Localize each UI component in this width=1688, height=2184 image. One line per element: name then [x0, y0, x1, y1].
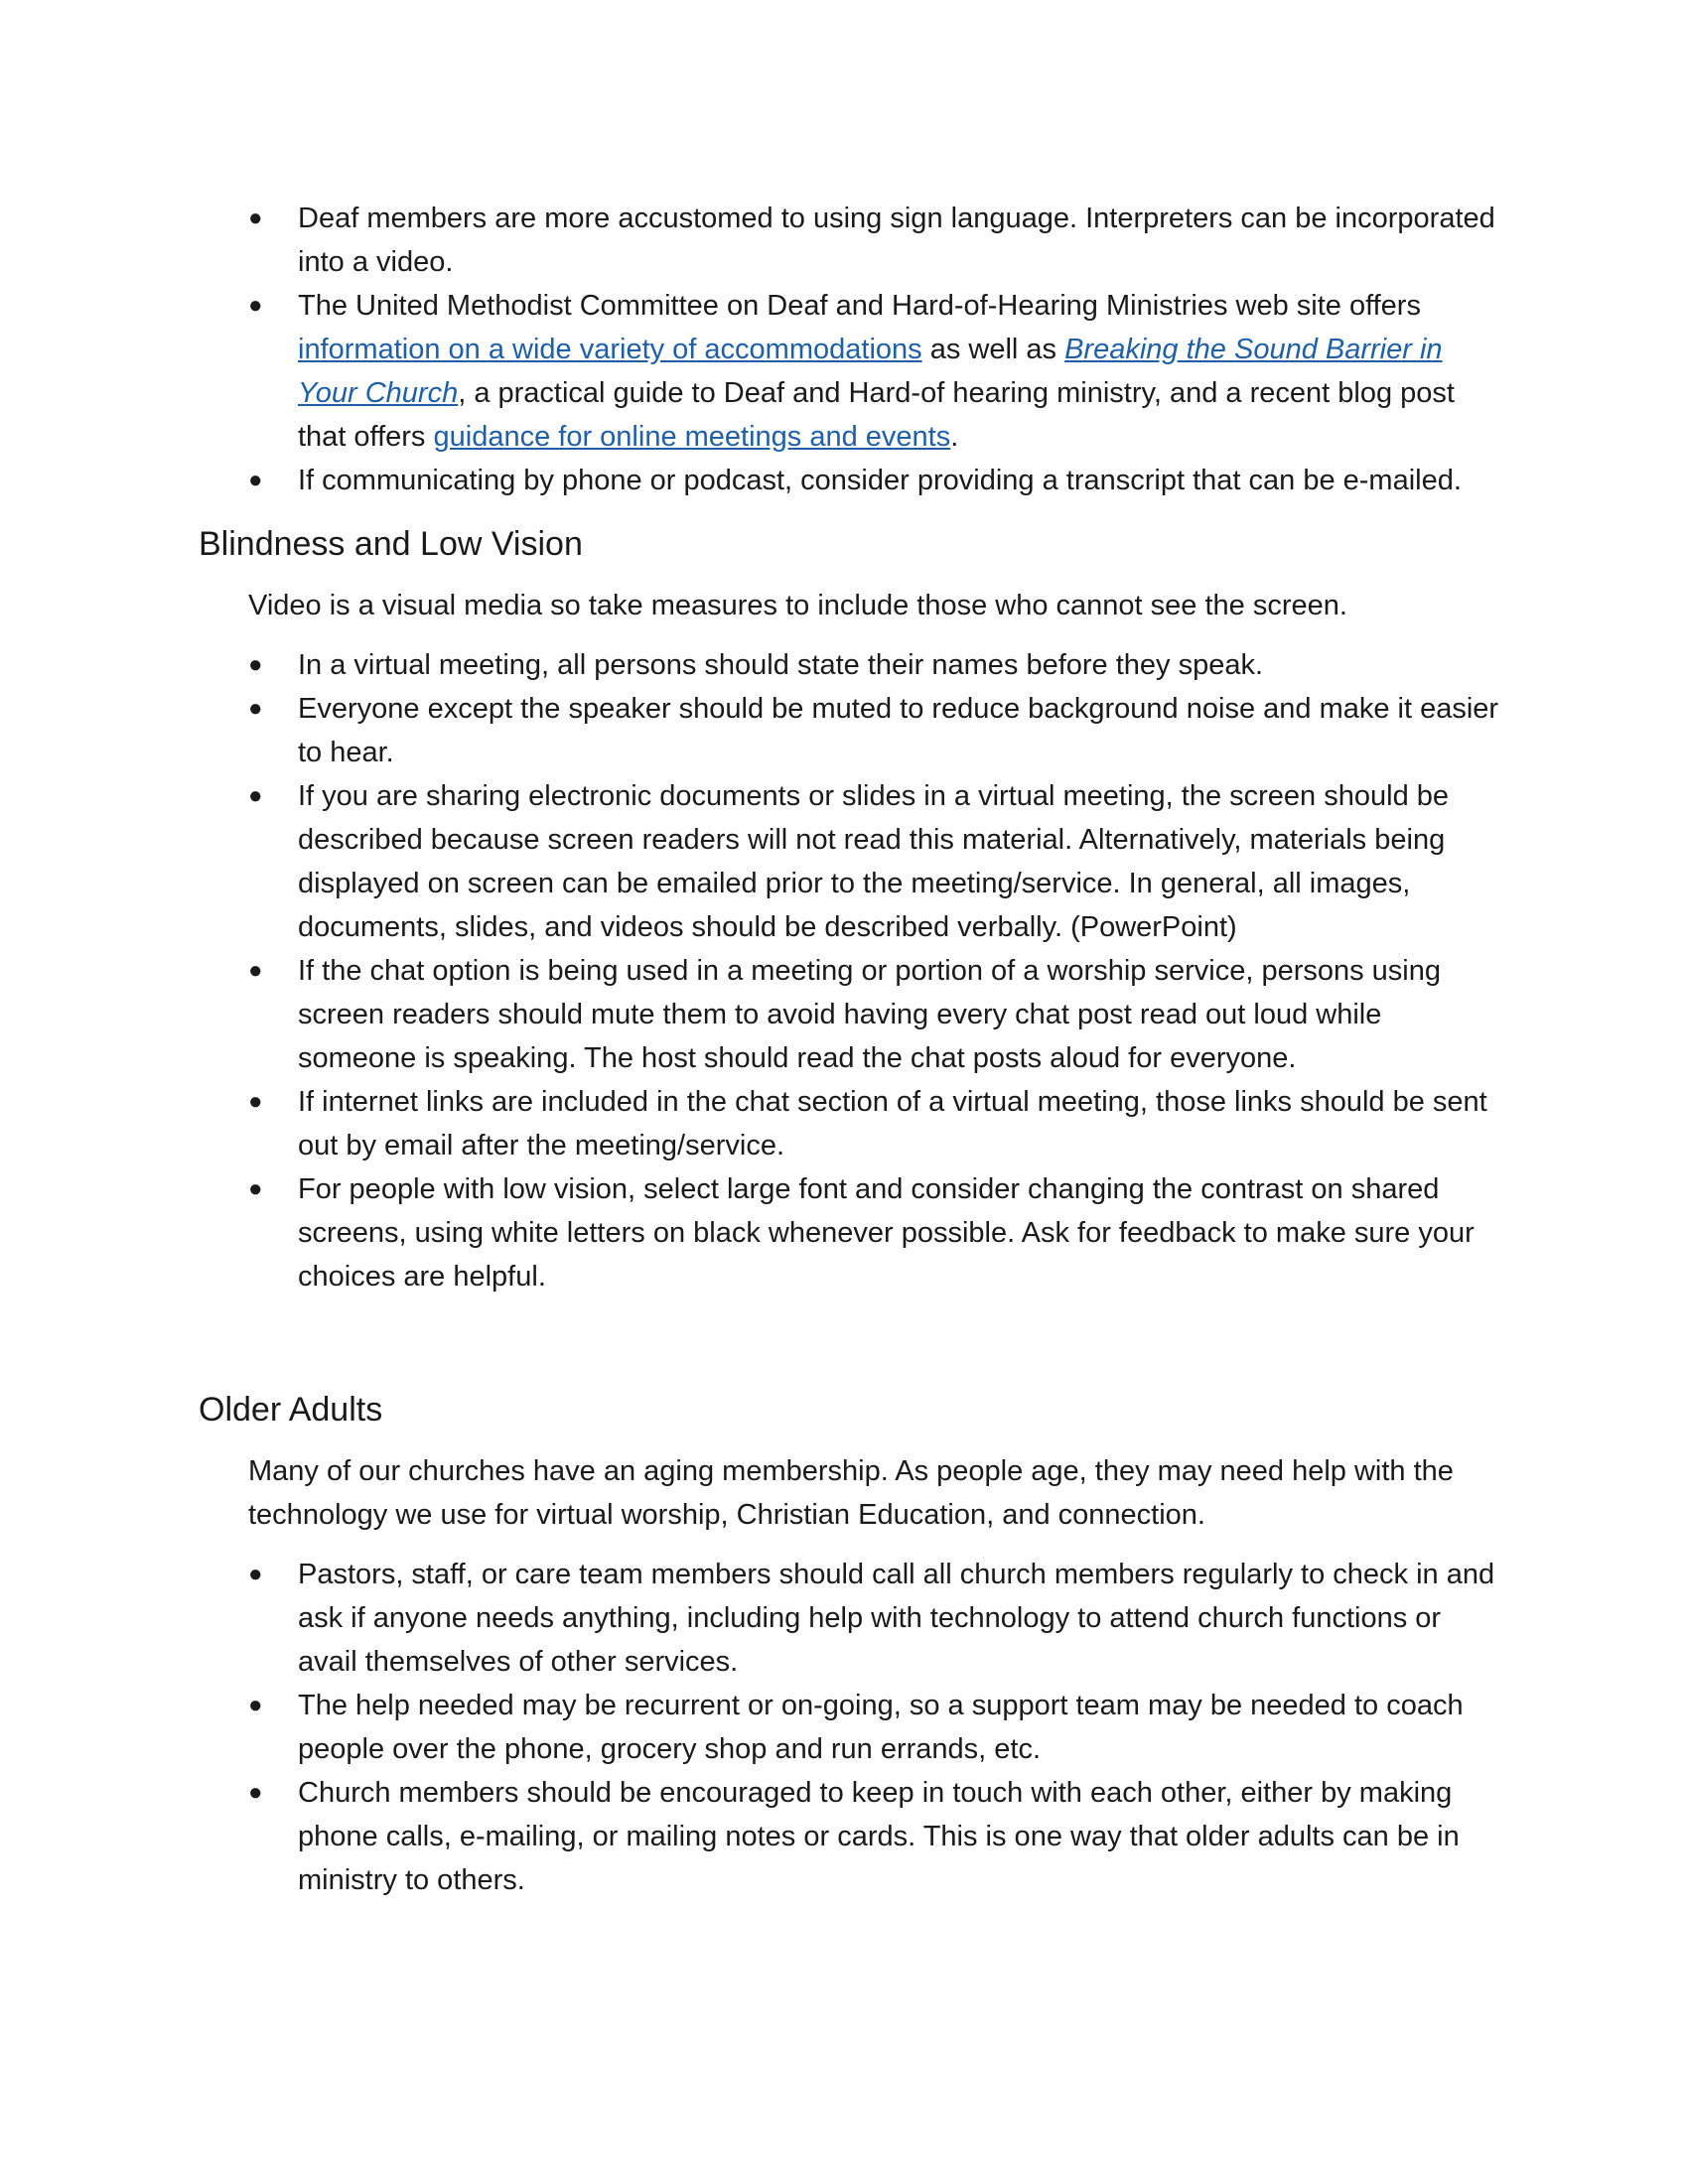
list-item [199, 197, 1499, 284]
breaking-sound-barrier-link[interactable]: Breaking the Sound Barrier in Your Church [298, 334, 1443, 409]
list-item-text: Pastors, staff, or care team members should call all church members regularly to check in and ask if anyone needs anything, including help with technology to attend church functions or avail themselves of other services. [298, 1559, 1495, 1678]
list-item-text: . [950, 421, 959, 453]
list-item [199, 1684, 1499, 1771]
section-heading-blindness: Blindness and Low Vision [199, 525, 583, 563]
list-item-text: The United Methodist Committee on Deaf and Hard-of-Hearing Ministries web site offers [298, 290, 1421, 322]
list-item-text: Church members should be encouraged to keep in touch with each other, either by making phone calls, e-mailing, or mailing notes or cards. This is one way that older adults can be in ministry to others. [298, 1777, 1460, 1896]
list-item-text: For people with low vision, select large font and consider changing the contrast on shared screens, using white letters on black whenever possible. Ask for feedback to make sure your choices are helpful. [298, 1173, 1475, 1293]
bullet-icon: ● [248, 1088, 263, 1115]
list-item [199, 1771, 1499, 1902]
list-item [199, 1553, 1499, 1684]
list-item [199, 643, 1499, 687]
list-item-text: In a virtual meeting, all persons should state their names before they speak. [298, 649, 1264, 681]
bullet-icon: ● [248, 467, 263, 493]
bullet-icon: ● [248, 292, 263, 319]
list-item [199, 459, 1499, 502]
older-adults-bullet-list [199, 1553, 1499, 1902]
list-item-text: as well as [921, 334, 1065, 365]
list-item [199, 687, 1499, 774]
list-item-text: The help needed may be recurrent or on-going, so a support team may be needed to coach people over the phone, grocery shop and run errands, etc. [298, 1690, 1464, 1765]
bullet-icon: ● [248, 205, 263, 231]
section-intro-older-adults: Many of our churches have an aging membership. As people age, they may need help with the technology we use for virtual worship, Christian Education, and connection. [248, 1455, 1454, 1531]
bullet-icon: ● [248, 782, 263, 809]
accommodations-link[interactable]: information on a wide variety of accommodations [298, 334, 922, 365]
list-item [199, 949, 1499, 1080]
section-spacer [199, 1298, 1499, 1368]
list-item-text: If you are sharing electronic documents or slides in a virtual meeting, the screen should be described because screen readers will not read this material. Alternatively, materials being displayed on screen can be emailed prior to the meeting/service. In general, all images, documents, slides, and videos should be described verbally. (PowerPoint) [298, 780, 1450, 943]
list-item-text: , a practical guide to Deaf and Hard-of hearing ministry, and a recent blog post that offers [298, 377, 1455, 453]
section-heading-older-adults: Older Adults [199, 1391, 383, 1429]
bullet-icon: ● [248, 651, 263, 678]
list-item [199, 284, 1499, 459]
section-intro-blindness: Video is a visual media so take measures to include those who cannot see the screen. [248, 590, 1347, 621]
list-item [199, 1167, 1499, 1298]
list-item [199, 774, 1499, 949]
bullet-icon: ● [248, 1779, 263, 1806]
online-meetings-guidance-link[interactable]: guidance for online meetings and events [433, 421, 951, 453]
list-item-text: If the chat option is being used in a meeting or portion of a worship service, persons using screen readers should mute them to avoid having every chat post read out loud while someone is speaking. The host should read the chat posts aloud for everyone. [298, 955, 1441, 1074]
bullet-icon: ● [248, 1692, 263, 1718]
bullet-icon: ● [248, 1561, 263, 1587]
list-item-text: If internet links are included in the chat section of a virtual meeting, those links should be sent out by email after the meeting/service. [298, 1086, 1487, 1161]
bullet-icon: ● [248, 957, 263, 984]
deaf-bullet-list [199, 197, 1499, 502]
list-item-text: If communicating by phone or podcast, consider providing a transcript that can be e-mailed. [298, 465, 1462, 496]
list-item [199, 1080, 1499, 1167]
blindness-bullet-list [199, 643, 1499, 1298]
bullet-icon: ● [248, 695, 263, 722]
list-item-text: Everyone except the speaker should be muted to reduce background noise and make it easier to hear. [298, 693, 1499, 768]
list-item-text: Deaf members are more accustomed to using sign language. Interpreters can be incorporated into a video. [298, 203, 1495, 278]
bullet-icon: ● [248, 1175, 263, 1202]
